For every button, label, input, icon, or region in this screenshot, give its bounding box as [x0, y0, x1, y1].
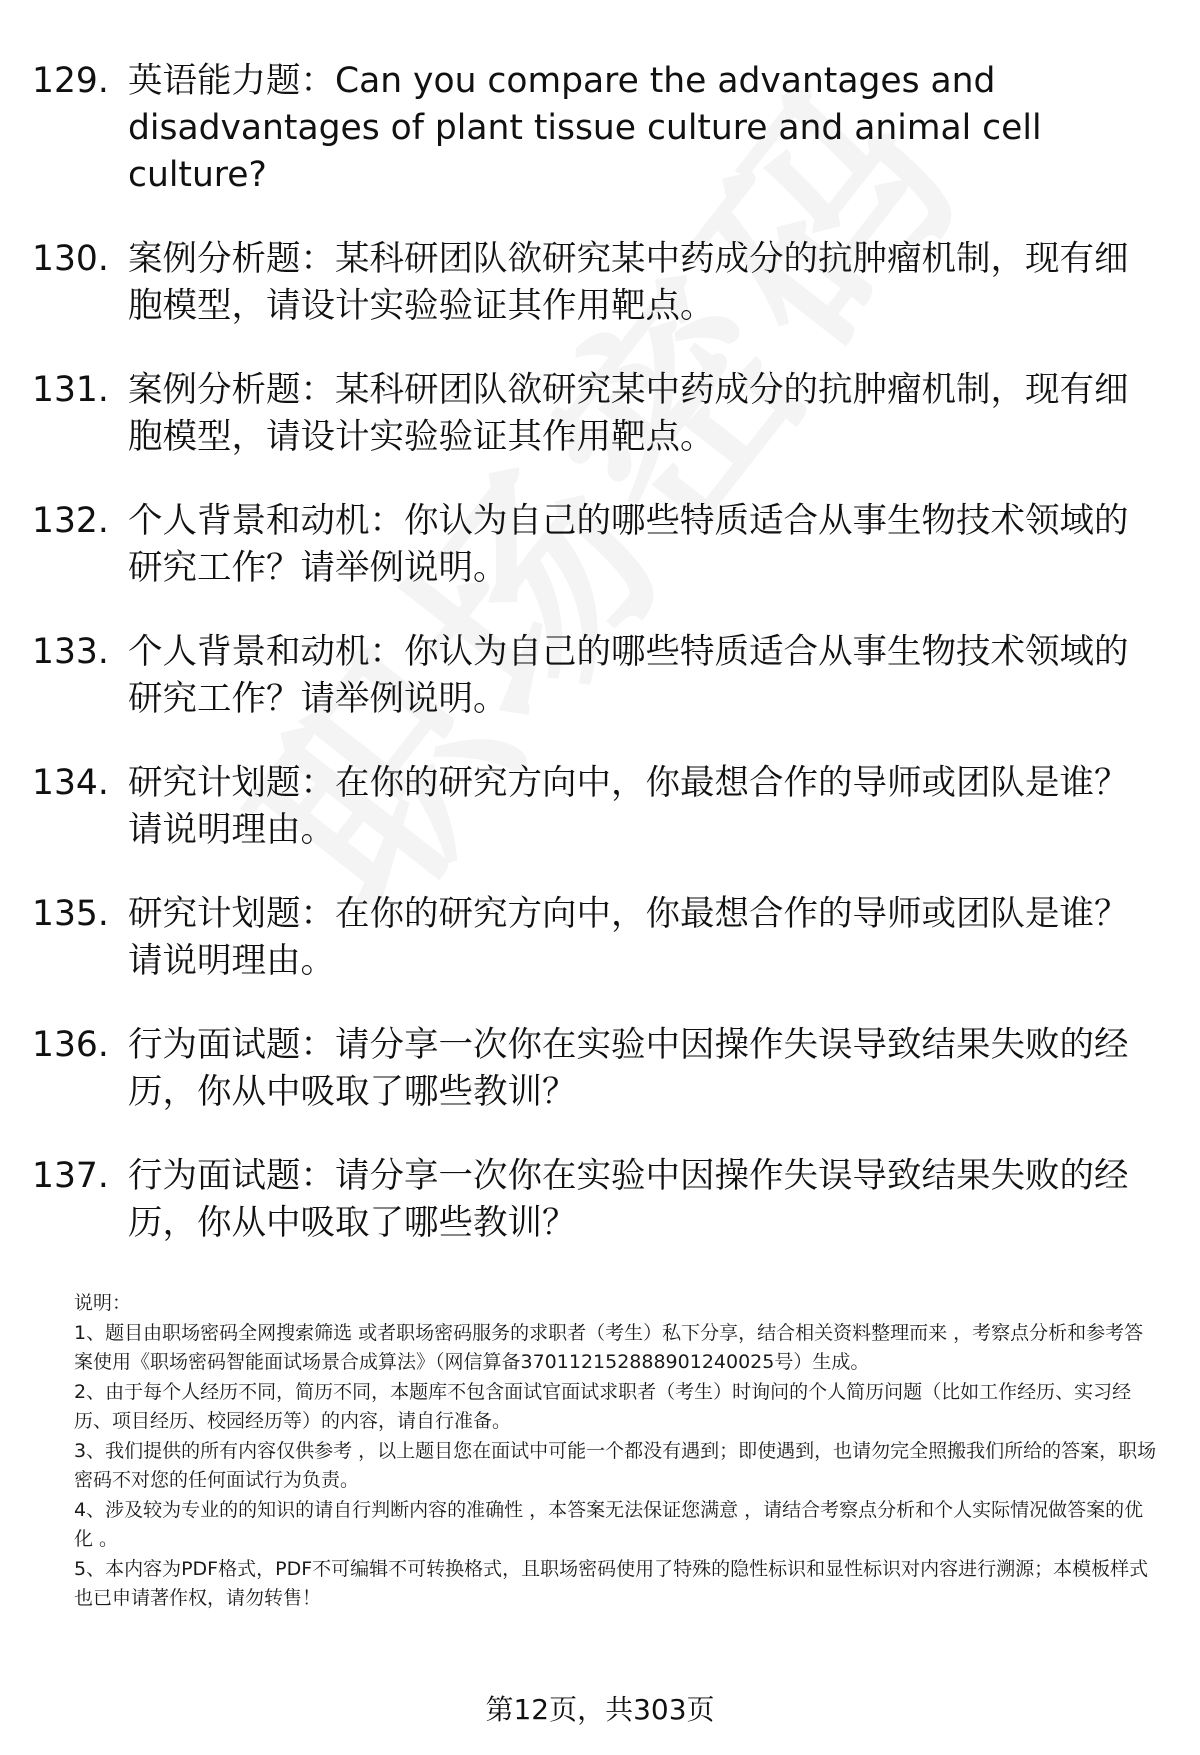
question-item	[32, 367, 1152, 461]
question-number: 134.	[32, 763, 109, 803]
question-number: 130.	[32, 239, 109, 279]
question-number: 131.	[32, 370, 109, 410]
question-item	[32, 1022, 1152, 1116]
question-text: 英语能力题：Can you compare the advantages and disadvantages of plant tissue culture and animal cell culture?	[128, 61, 1042, 195]
question-item	[32, 629, 1152, 723]
question-number: 133.	[32, 632, 109, 672]
question-item	[32, 760, 1152, 854]
question-item	[32, 236, 1152, 330]
question-text: 个人背景和动机：你认为自己的哪些特质适合从事生物技术领域的研究工作？请举例说明。	[128, 501, 1129, 588]
question-text: 个人背景和动机：你认为自己的哪些特质适合从事生物技术领域的研究工作？请举例说明。	[128, 632, 1129, 719]
question-number: 136.	[32, 1025, 109, 1065]
question-item	[32, 1153, 1152, 1247]
question-text: 行为面试题：请分享一次你在实验中因操作失误导致结果失败的经历，你从中吸取了哪些教训？	[128, 1156, 1129, 1243]
question-number: 137.	[32, 1156, 109, 1196]
question-item	[32, 498, 1152, 592]
question-text: 研究计划题：在你的研究方向中，你最想合作的导师或团队是谁？请说明理由。	[128, 763, 1129, 850]
question-text: 行为面试题：请分享一次你在实验中因操作失误导致结果失败的经历，你从中吸取了哪些教训？	[128, 1025, 1129, 1112]
question-number: 135.	[32, 894, 109, 934]
notes-section	[74, 1289, 1159, 1614]
note-item: 4、涉及较为专业的的知识的请自行判断内容的准确性 ，本答案无法保证您满意 ，请结合考察点分析和个人实际情况做答案的优化 。	[74, 1498, 1144, 1550]
note-item: 5、本内容为PDF格式，PDF不可编辑不可转换格式，且职场密码使用了特殊的隐性标识和显性标识对内容进行溯源；本模板样式也已申请著作权，请勿转售！	[74, 1557, 1149, 1609]
notes-title: 说明：	[74, 1292, 132, 1314]
question-text: 案例分析题：某科研团队欲研究某中药成分的抗肿瘤机制，现有细胞模型，请设计实验验证其作用靶点。	[128, 239, 1129, 326]
page-number: 第12页，共303页	[485, 1693, 715, 1726]
note-item: 2、由于每个人经历不同，简历不同，本题库不包含面试官面试求职者（考生）时询问的个人简历问题（比如工作经历、实习经历、项目经历、校园经历等）的内容，请自行准备。	[74, 1380, 1132, 1432]
question-item	[32, 891, 1152, 985]
question-number: 132.	[32, 501, 109, 541]
question-number: 129.	[32, 61, 109, 101]
note-item: 1、题目由职场密码全网搜索筛选 或者职场密码服务的求职者（考生）私下分享，结合相关资料整理而来 ，考察点分析和参考答案使用《职场密码智能面试场景合成算法》（网信算备370112152888901240025号）生成。	[74, 1321, 1144, 1373]
question-text: 研究计划题：在你的研究方向中，你最想合作的导师或团队是谁？请说明理由。	[128, 894, 1129, 981]
question-text: 案例分析题：某科研团队欲研究某中药成分的抗肿瘤机制，现有细胞模型，请设计实验验证其作用靶点。	[128, 370, 1129, 457]
question-list	[32, 58, 1152, 1284]
question-item	[32, 58, 1152, 199]
note-item: 3、我们提供的所有内容仅供参考 ，以上题目您在面试中可能一个都没有遇到；即使遇到，也请勿完全照搬我们所给的答案，职场密码不对您的任何面试行为负责。	[74, 1439, 1157, 1491]
